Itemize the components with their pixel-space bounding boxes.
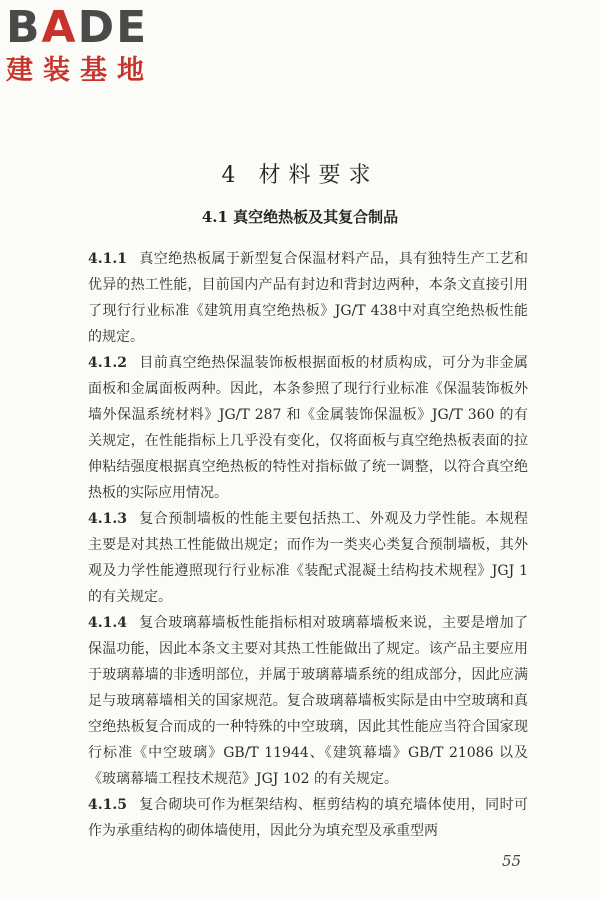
clause-text: 复合预制墙板的性能主要包括热工、外观及力学性能。本规程主要是对其热工性能做出规定；而作为一类夹心类复合预制墙板，其外观及力学性能遵照现行行业标准《装配式混凝土结构技术规程》JGJ 1 的有关规定。 (88, 511, 528, 605)
section-title: 4.1 真空绝热板及其复合制品 (201, 208, 399, 226)
logo (6, 4, 181, 88)
body-text (88, 246, 528, 844)
logo-wordmark (6, 4, 181, 52)
logo-letters-de: DE (77, 2, 149, 53)
paragraph-4-1-3 (88, 506, 528, 610)
clause-number: 4.1.2 (88, 355, 127, 371)
clause-text: 复合玻璃幕墙板性能指标相对玻璃幕墙板来说，主要是增加了保温功能，因此本条文主要对其热工性能做出了规定。该产品主要应用于玻璃幕墙的非透明部位，并属于玻璃幕墙系统的组成部分，因此应满足与玻璃幕墙相关的国家规范。复合玻璃幕墙板实际是由中空玻璃和真空绝热板复合而成的一种特殊的中空玻璃，因此其性能应当符合国家现行标准《中空玻璃》GB/T 11944、《建筑幕墙》GB/T 21086 以及《玻璃幕墙工程技术规范》JGJ 102 的有关规定。 (88, 615, 528, 787)
page-number: 55 (502, 852, 522, 870)
logo-letter-a: A (41, 2, 78, 53)
chapter-title: 4 材料要求 (221, 163, 379, 188)
logo-letter-b: B (6, 2, 42, 53)
paragraph-4-1-1 (88, 246, 528, 350)
paragraph-4-1-4 (88, 610, 528, 792)
clause-text: 真空绝热板属于新型复合保温材料产品，具有独特生产工艺和优异的热工性能，目前国内产品有封边和背封边两种，本条文直接引用了现行行业标准《建筑用真空绝热板》JG/T 438中对真空绝热板性能的规定。 (88, 251, 528, 345)
clause-text: 复合砌块可作为框架结构、框剪结构的填充墙体使用，同时可作为承重结构的砌体墙使用，因此分为填充型及承重型两 (88, 797, 528, 839)
clause-number: 4.1.3 (88, 511, 127, 527)
clause-number: 4.1.4 (88, 615, 127, 631)
clause-number: 4.1.5 (88, 797, 127, 813)
clause-text: 目前真空绝热保温装饰板根据面板的材质构成，可分为非金属面板和金属面板两种。因此，本条参照了现行行业标准《保温装饰板外墙外保温系统材料》JG/T 287 和《金属装饰保温板》JG/T 360 的有关规定，在性能指标上几乎没有变化，仅将面板与真空绝热板表面的拉伸粘结强度根据真空绝热板的特性对指标做了统一调整，以符合真空绝热板的实际应用情况。 (88, 355, 528, 501)
paragraph-4-1-5 (88, 792, 528, 844)
paragraph-4-1-2 (88, 350, 528, 506)
logo-subtitle: 建装基地 (6, 55, 154, 86)
clause-number: 4.1.1 (88, 251, 127, 267)
